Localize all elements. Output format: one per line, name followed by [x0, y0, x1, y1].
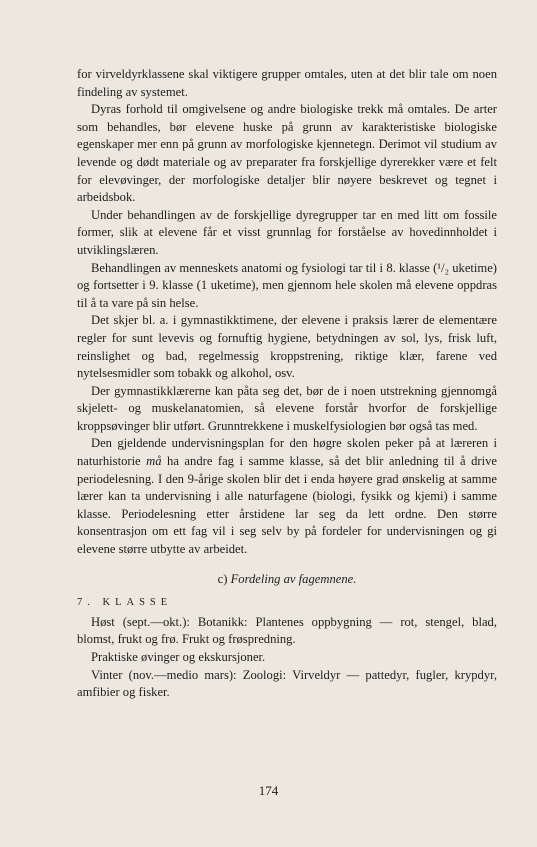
- paragraph: Der gymnastikklærerne kan påta seg det, bør de i noen utstrekning gjennomgå skjelett- og muskelanatomien, så elevene forstår hvorfor de forskjellige kroppsøvinger blir utført. Grunntrekkene i muskelfysiologien bør også tas med.: [77, 383, 497, 433]
- page-number: 174: [258, 783, 279, 798]
- paragraph: Det skjer bl. a. i gymnastikktimene, der elevene i praksis lærer de elementære regler for sunt levevis og fornuftig hygiene, betydningen av sol, lys, frisk luft, reinslighet og bad, regelmessig kroppstrening, riktige klær, farene ved nytelsesmidler som tobakk og alkohol, osv.: [77, 313, 497, 381]
- section-letter: c): [217, 571, 228, 586]
- paragraph: Dyras forhold til omgivelsene og andre biologiske trekk må omtales. De arter som behandles, bør elevene huske på grunn av karakteristiske biologiske egenskaper mer enn på grunn av morfologiske kjennetegn. Derimot vil studium av levende og dødt materiale og av preparater fra forskjellige dyrerekker være et felt for elevøvinger, der morfologiske detaljer blir nøyere beskrevet og tegnet i arbeidsbok.: [77, 102, 497, 205]
- section-title: Fordeling av fagemnene.: [230, 571, 357, 586]
- paragraph-text: Den gjeldende undervisningsplan for den høgre skolen peker på at læreren i naturhistorie: [77, 436, 497, 469]
- paragraph: Høst (sept.—okt.): Botanikk: Plantenes oppbygning — rot, stengel, blad, blomst, frukt og frø. Frukt og frøspredning.: [77, 614, 497, 647]
- paragraph: Behandlingen av menneskets anatomi og fysiologi tar til i 8. klasse (¹/₂ uketime) og fortsetter i 9. klasse (1 uketime), men gjennom hele skolen må elevene oppdras til å ta vare på sin helse.: [77, 260, 497, 310]
- emphasis-text: må: [146, 454, 162, 469]
- paragraph: for virveldyrklassene skal viktigere grupper omtales, uten at det blir tale om noen findeling av systemet.: [77, 67, 497, 99]
- body-text: [77, 66, 497, 702]
- class-heading: 7. KLASSE: [77, 597, 173, 609]
- section-heading: [77, 571, 497, 589]
- paragraph: Under behandlingen av de forskjellige dyregrupper tar en med litt om fossile former, slik at elevene får et visst grunnlag for forståelse av hovedinnholdet i utviklingslæren.: [77, 207, 497, 257]
- paragraph-text: ha andre fag i samme klasse, så det blir anledning til å drive periodelesning. I den 9-årige skolen blir det i enda høyere grad ønskelig at samme lærer kan ta undervisning i alle naturfagene (biologi, fysikk og kjemi) i samme klasse. Periodelesning etter årstidene lar seg da lett ordne. Den større konsentrasjon om ett fag vil i seg selv by på fordeler for undervisningen og gi elevene større utbytte av arbeidet.: [77, 454, 497, 557]
- paragraph: Praktiske øvinger og ekskursjoner.: [91, 650, 266, 664]
- paragraph-teaching-plan: [77, 435, 497, 558]
- paragraph: Vinter (nov.—medio mars): Zoologi: Virveldyr — pattedyr, fugler, krypdyr, amfibier og fisker.: [77, 667, 497, 700]
